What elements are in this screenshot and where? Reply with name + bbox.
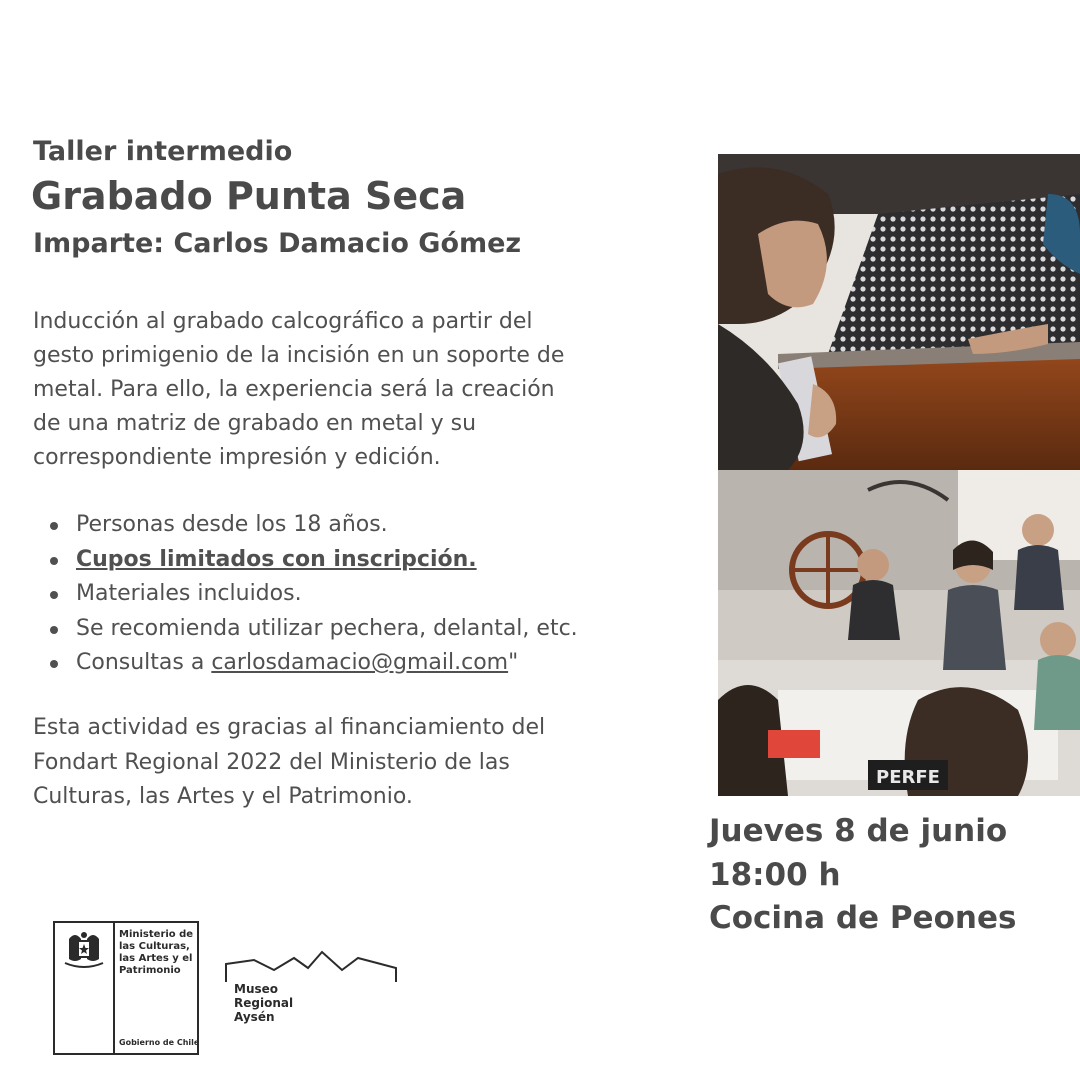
event-date: Jueves 8 de junio	[709, 813, 1008, 849]
event-time: 18:00 h	[709, 856, 841, 893]
event-place: Cocina de Peones	[709, 900, 1017, 936]
intro-paragraph	[33, 305, 633, 475]
logo-divider	[113, 923, 115, 1053]
students-workshop-photo	[718, 470, 1080, 796]
intro-line: Inducción al grabado calcográfico a partir del	[33, 309, 533, 334]
contact-prefix: Consultas a	[76, 650, 212, 675]
event-kicker: Taller intermedio	[33, 136, 293, 167]
intro-line: de una matriz de grabado en metal y su	[33, 411, 477, 436]
list-item: Se recomienda utilizar pechera, delantal, etc.	[33, 612, 653, 647]
list-item-limited-spots: Cupos limitados con inscripción.	[33, 543, 653, 578]
list-item: Personas desde los 18 años.	[33, 508, 653, 543]
mountain-roofline-icon	[224, 950, 398, 984]
funding-line: Esta actividad es gracias al financiamiento del	[33, 715, 546, 740]
ministry-name-line: Patrimonio	[119, 965, 181, 976]
museum-name	[234, 982, 293, 1024]
funding-line: Fondart Regional 2022 del Ministerio de las	[33, 749, 510, 775]
students-illustration	[718, 470, 1080, 796]
requirements-list	[33, 508, 653, 681]
ministry-name-line: Ministerio de	[119, 929, 194, 940]
event-info	[709, 810, 1016, 941]
ministry-name	[119, 929, 193, 977]
event-teacher: Imparte: Carlos Damacio Gómez	[33, 228, 522, 259]
chile-coat-of-arms-icon	[61, 929, 107, 973]
photo-sign-text: PERFE	[876, 767, 940, 788]
museum-name-line: Regional	[234, 996, 294, 1010]
intro-line: metal. Para ello, la experiencia será la creación	[33, 377, 555, 402]
museum-name-line: Museo	[234, 982, 279, 996]
ministry-name-line: las Artes y el	[119, 953, 193, 964]
list-item: Materiales incluidos.	[33, 577, 653, 612]
event-title: Grabado Punta Seca	[31, 174, 467, 218]
intro-line: correspondiente impresión y edición.	[33, 445, 441, 470]
contact-suffix: "	[508, 650, 519, 675]
ministry-name-line: las Culturas,	[119, 941, 190, 952]
funding-paragraph	[33, 711, 653, 815]
press-illustration	[718, 154, 1080, 470]
workshop-press-photo	[718, 154, 1080, 470]
museum-name-line: Aysén	[234, 1010, 275, 1024]
ministry-logo	[53, 921, 199, 1055]
intro-line: gesto primigenio de la incisión en un soporte de	[33, 343, 565, 368]
contact-email-link[interactable]: carlosdamacio@gmail.com	[211, 650, 509, 675]
list-item-contact	[33, 646, 653, 681]
ministry-footer: Gobierno de Chile	[119, 1038, 200, 1047]
funding-line: Culturas, las Artes y el Patrimonio.	[33, 784, 413, 809]
